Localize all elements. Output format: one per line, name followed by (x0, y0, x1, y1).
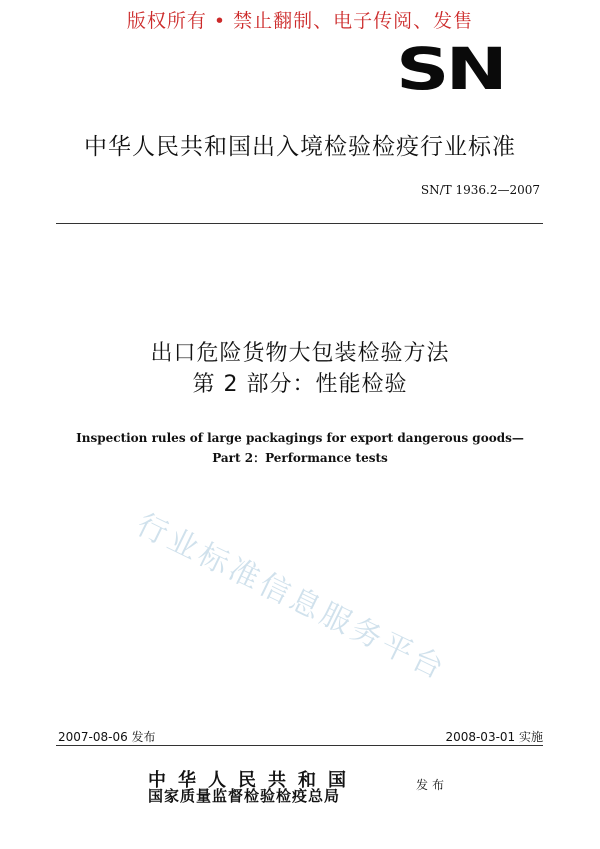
title-chinese-line2: 第 2 部分：性能检验 (192, 372, 408, 397)
standard-number: SN/T 1936.2—2007 (420, 183, 540, 197)
issuer-line1: 中华人民共和国 (148, 770, 358, 791)
title-chinese (0, 338, 600, 400)
sn-logo: SN (396, 35, 504, 103)
title-english (0, 428, 600, 468)
watermark: 行业标准信息服务平台 (131, 507, 453, 688)
title-english-line1: Inspection rules of large packagings for export dangerous goods— (76, 431, 524, 445)
publish-label: 发布 (416, 778, 449, 792)
title-chinese-line1: 出口危险货物大包装检验方法 (150, 341, 450, 366)
implementation-date: 2008-03-01 实施 (445, 730, 543, 744)
title-english-line2: Part 2：Performance tests (212, 451, 388, 465)
issue-date: 2007-08-06 发布 (58, 730, 156, 744)
issuer-line2: 国家质量监督检验检疫总局 (148, 787, 341, 805)
footer-divider (56, 745, 543, 746)
header-divider (56, 223, 543, 224)
organization-name: 中华人民共和国出入境检验检疫行业标准 (84, 134, 516, 160)
copyright-notice: 版权所有 • 禁止翻制、电子传阅、发售 (126, 10, 474, 32)
